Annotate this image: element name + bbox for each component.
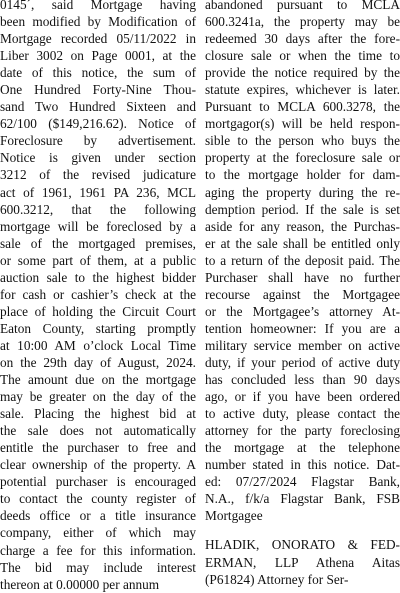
text-line: sale of the mortgaged premises, xyxy=(0,235,196,251)
text-line: place of holding the Circuit Court xyxy=(0,303,196,319)
text-line: ago, or if you have been ordered xyxy=(205,389,400,405)
text-line: mortgage will be foreclosed by a xyxy=(0,218,196,234)
text-line: charge a fee for this information. xyxy=(0,542,196,558)
text-line: duty, if your period of active duty xyxy=(205,354,400,370)
text-line: may be greater on the day of the xyxy=(0,389,196,405)
text-line: for cash or cashier’s check at the xyxy=(0,286,196,302)
text-line: HLADIK, ONORATO & FED- xyxy=(205,537,400,553)
text-line: to a return of the deposit paid. The xyxy=(205,252,400,268)
text-line: to contact the county register of xyxy=(0,491,196,507)
text-line: The amount due on the mortgage xyxy=(0,372,196,388)
right-column xyxy=(205,0,400,588)
text-line: been modified by Modification of xyxy=(0,14,196,30)
text-line: ERMAN, LLP Athena Aitas xyxy=(205,554,400,570)
text-line: 0145´, said Mortgage having xyxy=(0,0,196,12)
text-line: statute expires, whichever is later. xyxy=(205,82,400,98)
text-line: closure sale or when the time to xyxy=(205,48,400,64)
text-line: clear ownership of the property. A xyxy=(0,457,196,473)
text-line: Mortgagee xyxy=(205,508,263,524)
text-line: mortgagor(s) will be held respon- xyxy=(205,116,400,132)
text-line: The bid may include interest xyxy=(0,559,196,575)
text-line: 62/100 ($149,216.62). Notice of xyxy=(0,116,196,132)
text-line: auction sale to the highest bidder xyxy=(0,269,196,285)
text-line: One Hundred Forty-Nine Thou- xyxy=(0,82,196,98)
text-line: attorney for the party foreclosing xyxy=(205,423,400,439)
text-line: tention homeowner: If you are a xyxy=(205,320,400,336)
text-line: 600.3212, that the following xyxy=(0,201,196,217)
text-line: demption period. If the sale is set xyxy=(205,201,400,217)
text-line: military service member on active xyxy=(205,337,400,353)
text-line: aging the property during the re- xyxy=(205,184,400,200)
text-line: to active duty, please contact the xyxy=(205,406,400,422)
text-line: aside for any reason, the Purchas- xyxy=(205,218,400,234)
text-line: er at the sale shall be entitled only xyxy=(205,235,400,251)
text-line: deeds office or a title insurance xyxy=(0,508,196,524)
text-line: on the 29th day of August, 2024. xyxy=(0,354,196,370)
text-line: the sale does not automatically xyxy=(0,423,196,439)
text-line: the mortgage at the telephone xyxy=(205,440,400,456)
text-line: Notice is given under section xyxy=(0,150,196,166)
text-line: or some part of them, at a public xyxy=(0,252,196,268)
text-line: provide the notice required by the xyxy=(205,65,400,81)
text-line: property at the foreclosure sale or xyxy=(205,150,400,166)
text-line: date of this notice, the sum of xyxy=(0,65,196,81)
text-line: Pursuant to MCLA 600.3278, the xyxy=(205,99,400,115)
text-line: potential purchaser is encouraged xyxy=(0,474,196,490)
text-line: or the Mortgagee’s attorney At- xyxy=(205,303,400,319)
text-line: Liber 3002 on Page 0001, at the xyxy=(0,48,196,64)
text-line: has concluded less than 90 days xyxy=(205,372,400,388)
text-line: at 10:00 AM o’clock Local Time xyxy=(0,337,196,353)
text-line: 600.3241a, the property may be xyxy=(205,14,400,30)
text-line: N.A., f/k/a Flagstar Bank, FSB xyxy=(205,491,400,507)
text-line: to the mortgage holder for dam- xyxy=(205,167,400,183)
text-line: Mortgage recorded 05/11/2022 in xyxy=(0,31,196,47)
text-line: Foreclosure by advertisement. xyxy=(0,133,196,149)
text-line: (P61824) Attorney for Ser- xyxy=(205,571,349,587)
text-line: 3212 of the revised judicature xyxy=(0,167,196,183)
text-line: Eaton County, starting promptly xyxy=(0,320,196,336)
text-line: recourse against the Mortgagee xyxy=(205,286,400,302)
text-line: act of 1961, 1961 PA 236, MCL xyxy=(0,184,196,200)
text-line: redeemed 30 days after the fore- xyxy=(205,31,400,47)
text-line: sible to the person who buys the xyxy=(205,133,400,149)
text-line: Purchaser shall have no further xyxy=(205,269,400,285)
text-line: company, either of which may xyxy=(0,525,196,541)
text-line: sand Two Hundred Sixteen and xyxy=(0,99,196,115)
text-line: number stated in this notice. Dat- xyxy=(205,457,400,473)
text-line: abandoned pursuant to MCLA xyxy=(205,0,400,12)
text-line: sale. Placing the highest bid at xyxy=(0,406,196,422)
left-column xyxy=(0,0,196,593)
text-line: ed: 07/27/2024 Flagstar Bank, xyxy=(205,474,400,490)
text-line: entitle the purchaser to free and xyxy=(0,440,196,456)
text-line xyxy=(205,524,400,536)
text-line: thereon at 0.00000 per annum xyxy=(0,576,160,592)
